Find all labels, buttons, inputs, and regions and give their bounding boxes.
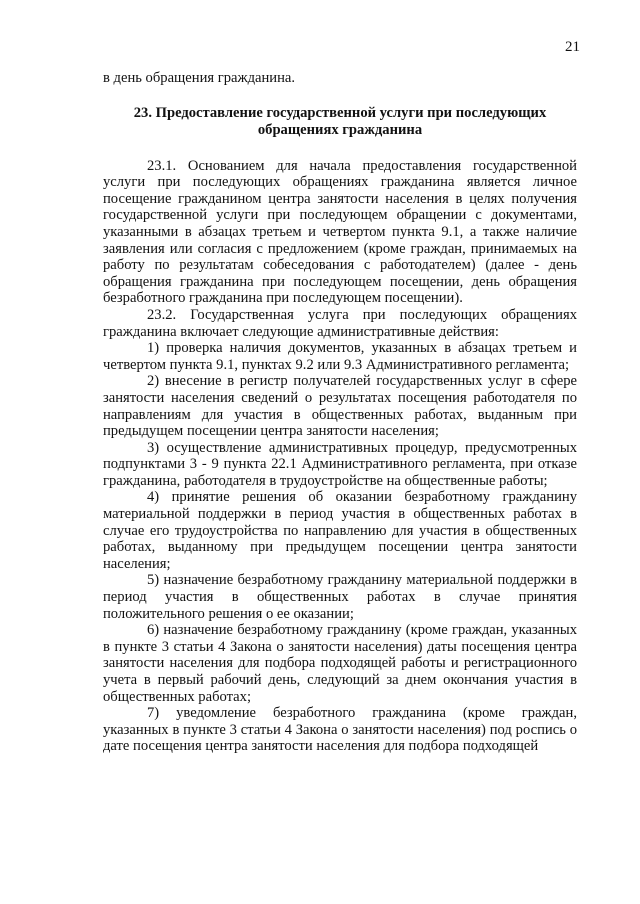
paragraph-23-1: 23.1. Основанием для начала предоставления государственной услуги при последующих обращениях гражданина является личное посещение гражданином центра занятости населения в целях получения государственной услуги при последующем обращении с документами, указанными в абзацах третьем и четвертом пункта 9.1, а также наличие заявления или согласия с предложением (кроме граждан, принимаемых на работу по результатам собеседования с работодателем) (далее - день обращения гражданина при последующем посещении, день обращения безработного гражданина при последующем посещении). [103,157,577,307]
list-item-4: 4) принятие решения об оказании безработному гражданину материальной поддержки в период участия в общественных работах в случае его трудоустройства по направлению для участия в общественных работах, выданному при предыдущем посещении центра занятости населения; [103,489,577,572]
list-item-2: 2) внесение в регистр получателей государственных услуг в сфере занятости населения сведений о результатах посещения работодателя по направлениям для участия в общественных работах, выданным при предыдущем посещении центра занятости населения; [103,373,577,440]
paragraph-23-2: 23.2. Государственная услуга при последующих обращениях гражданина включает следующие административные действия: [103,306,577,340]
list-item-1: 1) проверка наличия документов, указанных в абзацах третьем и четвертом пункта 9.1, пунктах 9.2 или 9.3 Административного регламента; [103,340,577,373]
list-item-3: 3) осуществление административных процедур, предусмотренных подпунктами 3 - 9 пункта 22.1 Административного регламента, при отказе гражданина, работодателя в трудоустройстве на общественные работы; [103,439,577,489]
page-number: 21 [565,39,580,55]
list-item-6: 6) назначение безработному гражданину (кроме граждан, указанных в пункте 3 статьи 4 Закона о занятости населения) даты посещения центра занятости населения для подбора подходящей работы и регистрационного учета в первый рабочий день, следующий за днем окончания участия в общественных работах; [103,622,577,705]
continuation-line: в день обращения гражданина. [103,70,296,86]
list-item-7: 7) уведомление безработного гражданина (кроме граждан, указанных в пункте 3 статьи 4 Закона о занятости населения) под роспись о дате посещения центра занятости населения для подбора подходящей [103,705,577,755]
page-body [103,70,577,755]
section-heading: 23. Предоставление государственной услуги при последующих обращениях гражданина [133,104,547,138]
list-item-5: 5) назначение безработному гражданину материальной поддержки в период участия в общественных работах в случае принятия положительного решения о ее оказании; [103,572,577,622]
